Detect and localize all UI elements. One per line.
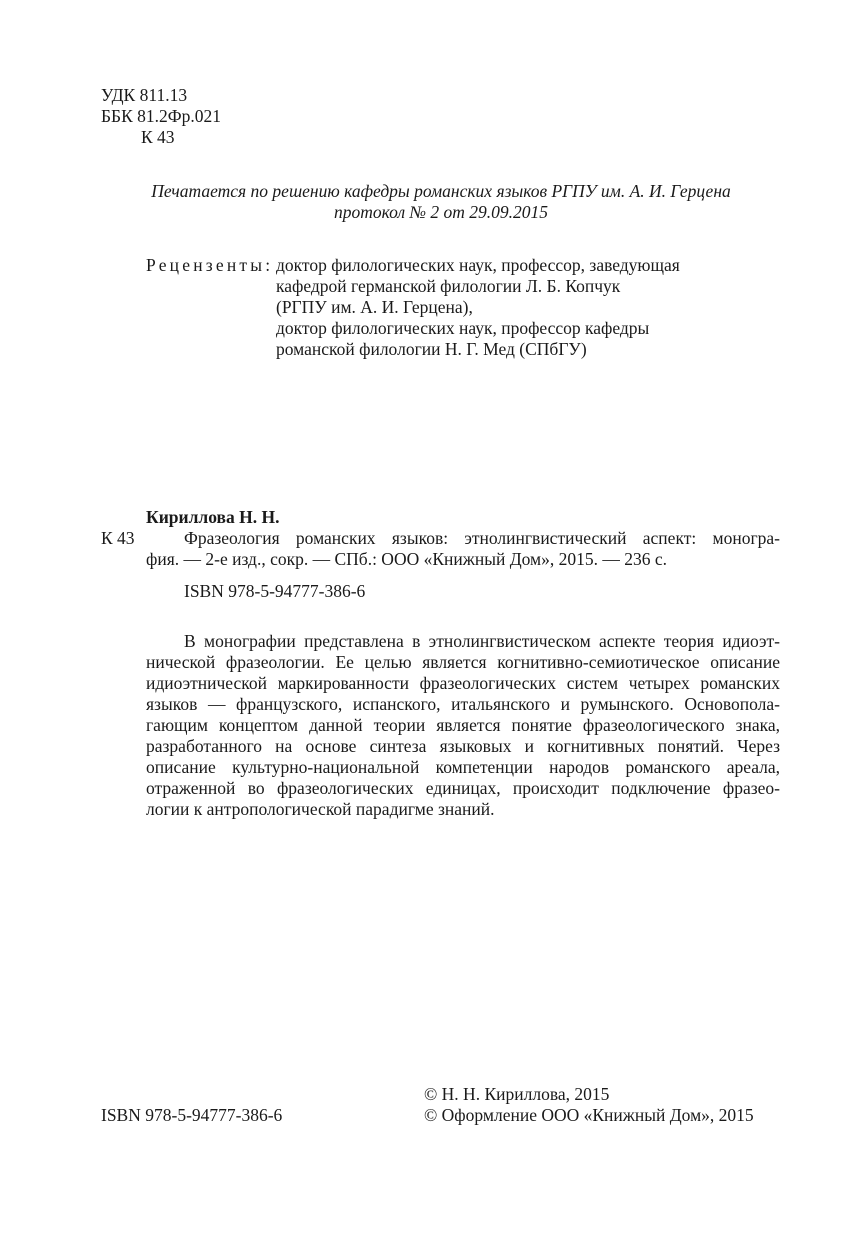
book-sign: К 43 [101, 528, 135, 548]
approval-line-2: протокол № 2 от 29.09.2015 [334, 202, 548, 222]
abstract-line: нической фразеологии. Ее целью является когнитивно-семиотическое описание [146, 652, 780, 672]
reviewer-line: доктор филологических наук, профессор, заведующая [276, 255, 680, 275]
abstract-line: идиоэтнической маркированности фразеологических систем четырех романских [146, 673, 780, 693]
book-title-line: Фразеология романских языков: этнолингвистический аспект: моногра- [184, 528, 780, 548]
author-sign-code: К 43 [141, 127, 175, 147]
reviewer-line: кафедрой германской филологии Л. Б. Копчук [276, 276, 621, 296]
abstract-line: логии к антропологической парадигме знаний. [146, 799, 495, 819]
book-isbn: ISBN 978-5-94777-386-6 [184, 581, 366, 601]
abstract-line: разработанного на основе синтеза языковых и когнитивных понятий. Через [146, 736, 780, 756]
reviewer-line: романской филологии Н. Г. Мед (СПбГУ) [276, 339, 587, 359]
footer-copyright-design: © Оформление ООО «Книжный Дом», 2015 [424, 1105, 754, 1125]
bbk-code: ББК 81.2Фр.021 [101, 106, 221, 126]
abstract-line: В монографии представлена в этнолингвистическом аспекте теория идиоэт- [184, 631, 780, 651]
footer-isbn: ISBN 978-5-94777-386-6 [101, 1105, 283, 1125]
udk-code: УДК 811.13 [101, 85, 188, 105]
book-author: Кириллова Н. Н. [146, 507, 280, 527]
approval-line-1: Печатается по решению кафедры романских языков РГПУ им. А. И. Герцена [151, 181, 731, 201]
reviewers-label: Рецензенты: [146, 255, 274, 275]
reviewer-line: (РГПУ им. А. И. Герцена), [276, 297, 473, 317]
abstract-line: гающим концептом данной теории является понятие фразеологического знака, [146, 715, 780, 735]
book-title-line: фия. — 2-е изд., сокр. — СПб.: ООО «Книжный Дом», 2015. — 236 с. [146, 549, 668, 569]
abstract-line: языков — французского, испанского, итальянского и румынского. Основопола- [146, 694, 780, 714]
abstract-line: описание культурно-национальной компетенции народов романского ареала, [146, 757, 780, 777]
abstract-line: отраженной во фразеологических единицах, происходит подключение фразео- [146, 778, 780, 798]
footer-copyright-author: © Н. Н. Кириллова, 2015 [424, 1084, 610, 1104]
reviewer-line: доктор филологических наук, профессор кафедры [276, 318, 650, 338]
